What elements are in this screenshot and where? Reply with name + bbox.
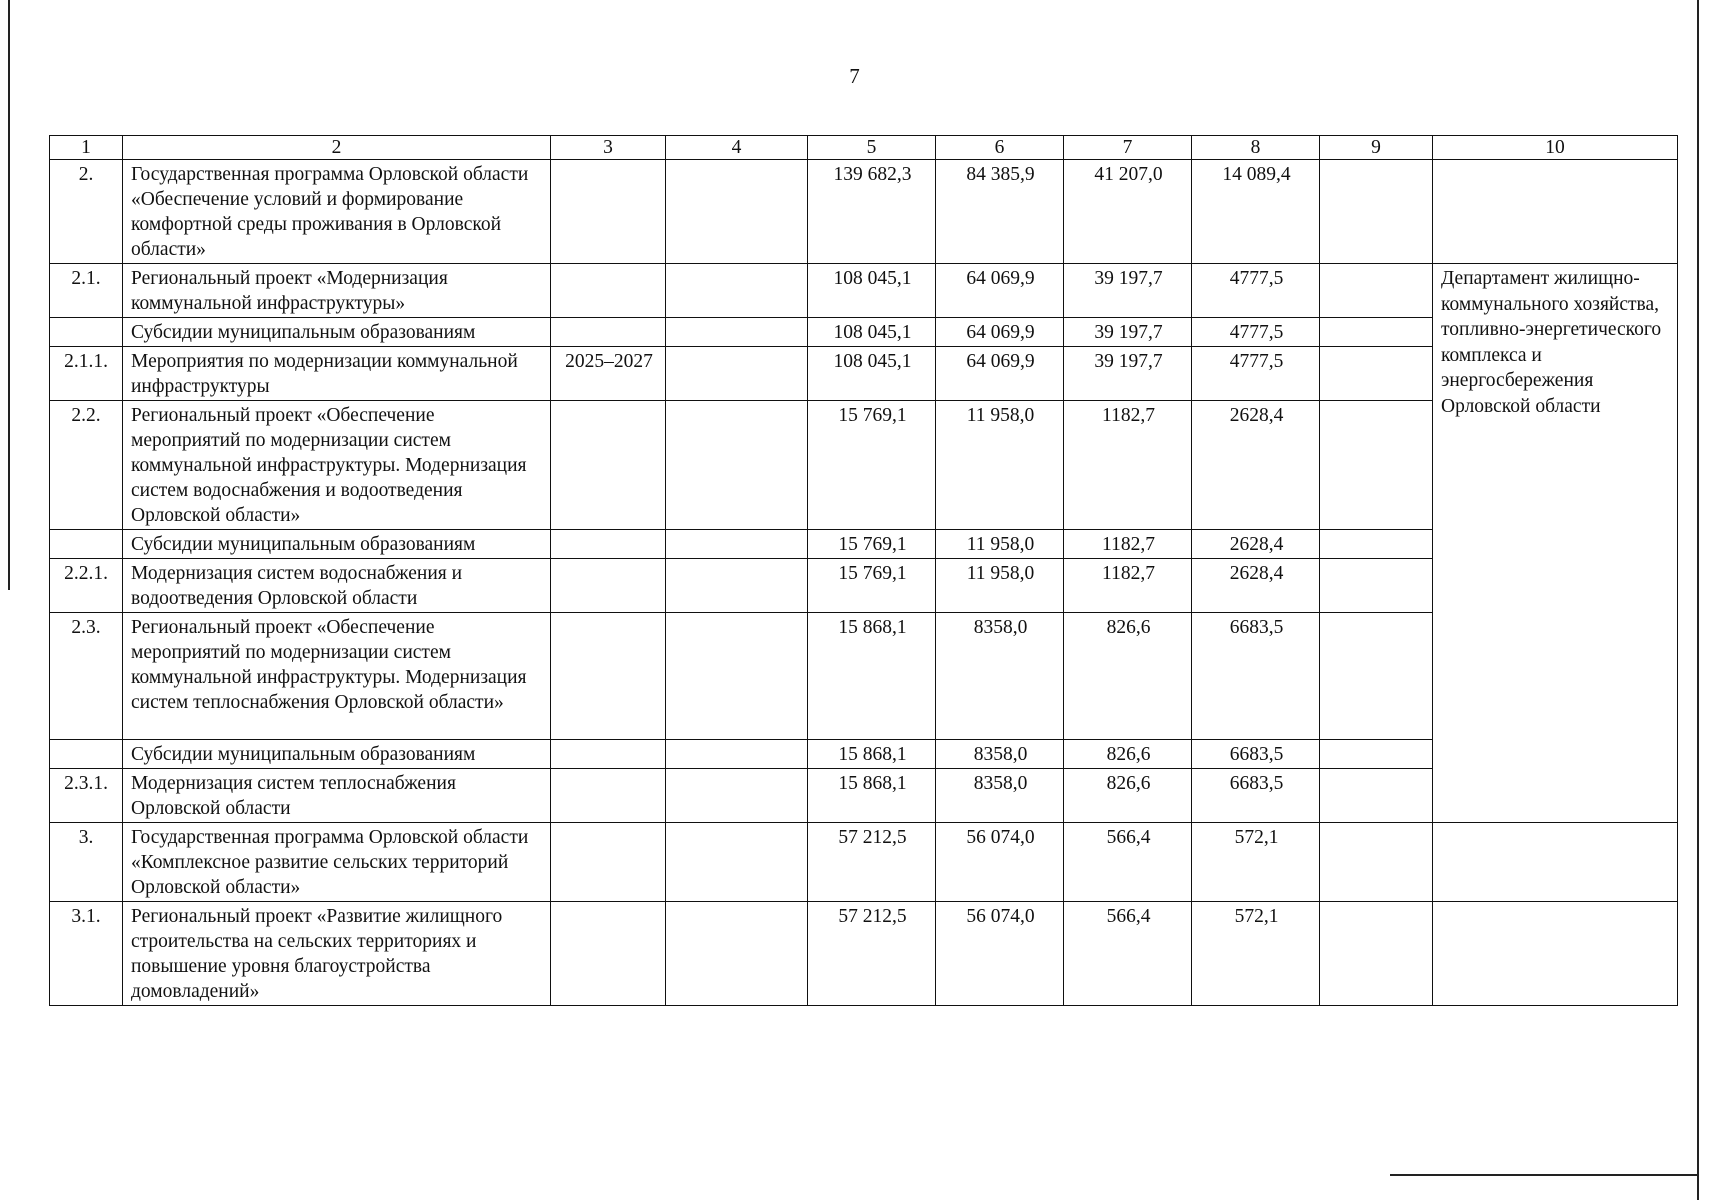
row-name: Региональный проект «Развитие жилищного строительства на сельских территориях и повышение уровня благоустройства домовладений» <box>123 902 551 1006</box>
row-col6: 11 958,0 <box>936 401 1064 530</box>
row-index: 3.1. <box>50 902 123 1006</box>
row-col9 <box>1320 902 1433 1006</box>
row-col6: 64 069,9 <box>936 318 1064 347</box>
row-name: Субсидии муниципальным образованиям <box>123 318 551 347</box>
header-cell: 2 <box>123 136 551 160</box>
row-col9 <box>1320 769 1433 823</box>
row-col7: 1182,7 <box>1064 401 1192 530</box>
row-index <box>50 740 123 769</box>
header-row <box>50 136 1678 160</box>
row-name: Модернизация систем водоснабжения и водоотведения Орловской области <box>123 559 551 613</box>
row-period <box>551 902 666 1006</box>
budget-table <box>49 135 1678 1006</box>
row-col4 <box>666 530 808 559</box>
row-col6: 64 069,9 <box>936 264 1064 318</box>
row-name: Государственная программа Орловской области «Обеспечение условий и формирование комфортной среды проживания в Орловской области» <box>123 160 551 264</box>
row-col6: 8358,0 <box>936 769 1064 823</box>
page-number: 7 <box>849 64 860 88</box>
row-col7: 39 197,7 <box>1064 264 1192 318</box>
row-period <box>551 823 666 902</box>
row-col7: 39 197,7 <box>1064 318 1192 347</box>
row-col4 <box>666 823 808 902</box>
row-period <box>551 530 666 559</box>
row-col4 <box>666 769 808 823</box>
row-col4 <box>666 347 808 401</box>
row-col4 <box>666 902 808 1006</box>
row-index: 2.1. <box>50 264 123 318</box>
row-name: Субсидии муниципальным образованиям <box>123 530 551 559</box>
row-col8: 572,1 <box>1192 823 1320 902</box>
scan-edge-right <box>1697 0 1699 1200</box>
header-cell: 10 <box>1433 136 1678 160</box>
row-name: Региональный проект «Обеспечение мероприятий по модернизации систем коммунальной инфраструктуры. Модернизация систем теплоснабжения Орловской области» <box>123 613 551 740</box>
row-col5: 15 769,1 <box>808 401 936 530</box>
row-col5: 57 212,5 <box>808 823 936 902</box>
row-col7: 826,6 <box>1064 613 1192 740</box>
row-name: Мероприятия по модернизации коммунальной инфраструктуры <box>123 347 551 401</box>
header-cell: 3 <box>551 136 666 160</box>
scan-edge-bottom <box>1390 1174 1699 1176</box>
row-col7: 826,6 <box>1064 740 1192 769</box>
row-col5: 15 769,1 <box>808 530 936 559</box>
row-name: Региональный проект «Модернизация коммунальной инфраструктуры» <box>123 264 551 318</box>
row-index: 2.3.1. <box>50 769 123 823</box>
row-period: 2025–2027 <box>551 347 666 401</box>
row-col10 <box>1433 823 1678 902</box>
row-index: 2.3. <box>50 613 123 740</box>
row-name: Модернизация систем теплоснабжения Орловской области <box>123 769 551 823</box>
header-cell: 4 <box>666 136 808 160</box>
row-col9 <box>1320 347 1433 401</box>
row-col10 <box>1433 160 1678 264</box>
row-index: 2.2. <box>50 401 123 530</box>
row-col9 <box>1320 740 1433 769</box>
row-col7: 1182,7 <box>1064 530 1192 559</box>
row-period <box>551 740 666 769</box>
row-col8: 2628,4 <box>1192 530 1320 559</box>
row-col5: 139 682,3 <box>808 160 936 264</box>
header-cell: 8 <box>1192 136 1320 160</box>
row-col6: 11 958,0 <box>936 559 1064 613</box>
row-col4 <box>666 160 808 264</box>
row-name: Региональный проект «Обеспечение мероприятий по модернизации систем коммунальной инфраструктуры. Модернизация систем водоснабжения и водоотведения Орловской области» <box>123 401 551 530</box>
row-col7: 566,4 <box>1064 823 1192 902</box>
row-col7: 1182,7 <box>1064 559 1192 613</box>
row-col6: 56 074,0 <box>936 823 1064 902</box>
row-col7: 826,6 <box>1064 769 1192 823</box>
row-period <box>551 318 666 347</box>
row-col8: 4777,5 <box>1192 264 1320 318</box>
row-col9 <box>1320 318 1433 347</box>
row-col9 <box>1320 823 1433 902</box>
row-index <box>50 318 123 347</box>
row-col9 <box>1320 530 1433 559</box>
table-row <box>50 264 1678 318</box>
row-col9 <box>1320 160 1433 264</box>
row-col6: 56 074,0 <box>936 902 1064 1006</box>
row-col4 <box>666 401 808 530</box>
row-col6: 8358,0 <box>936 740 1064 769</box>
row-col8: 6683,5 <box>1192 613 1320 740</box>
table-row <box>50 902 1678 1006</box>
row-col7: 39 197,7 <box>1064 347 1192 401</box>
row-col5: 15 868,1 <box>808 613 936 740</box>
row-col5: 108 045,1 <box>808 347 936 401</box>
row-index: 2.2.1. <box>50 559 123 613</box>
table-row <box>50 160 1678 264</box>
row-name: Субсидии муниципальным образованиям <box>123 740 551 769</box>
header-cell: 7 <box>1064 136 1192 160</box>
header-cell: 6 <box>936 136 1064 160</box>
row-period <box>551 559 666 613</box>
row-col10 <box>1433 902 1678 1006</box>
row-period <box>551 769 666 823</box>
row-col5: 15 769,1 <box>808 559 936 613</box>
row-index: 2.1.1. <box>50 347 123 401</box>
row-col8: 6683,5 <box>1192 769 1320 823</box>
row-col5: 57 212,5 <box>808 902 936 1006</box>
row-col5: 108 045,1 <box>808 318 936 347</box>
row-col5: 108 045,1 <box>808 264 936 318</box>
row-period <box>551 160 666 264</box>
table-row <box>50 823 1678 902</box>
row-name: Государственная программа Орловской области «Комплексное развитие сельских территорий Орловской области» <box>123 823 551 902</box>
row-col8: 2628,4 <box>1192 559 1320 613</box>
row-col4 <box>666 318 808 347</box>
header-cell: 1 <box>50 136 123 160</box>
row-col8: 572,1 <box>1192 902 1320 1006</box>
row-index: 2. <box>50 160 123 264</box>
row-col8: 14 089,4 <box>1192 160 1320 264</box>
row-col6: 11 958,0 <box>936 530 1064 559</box>
row-col5: 15 868,1 <box>808 769 936 823</box>
row-col6: 84 385,9 <box>936 160 1064 264</box>
row-col4 <box>666 613 808 740</box>
header-cell: 9 <box>1320 136 1433 160</box>
responsible-department: Департамент жилищно-коммунального хозяйства, топливно-энергетического комплекса и энергосбережения Орловской области <box>1433 264 1678 823</box>
row-period <box>551 401 666 530</box>
row-col9 <box>1320 559 1433 613</box>
header-cell: 5 <box>808 136 936 160</box>
row-col4 <box>666 559 808 613</box>
row-index: 3. <box>50 823 123 902</box>
row-col5: 15 868,1 <box>808 740 936 769</box>
row-period <box>551 613 666 740</box>
row-col9 <box>1320 264 1433 318</box>
row-col7: 566,4 <box>1064 902 1192 1006</box>
row-col4 <box>666 740 808 769</box>
row-col8: 4777,5 <box>1192 347 1320 401</box>
row-col8: 6683,5 <box>1192 740 1320 769</box>
row-period <box>551 264 666 318</box>
row-col8: 2628,4 <box>1192 401 1320 530</box>
row-col9 <box>1320 613 1433 740</box>
row-index <box>50 530 123 559</box>
row-col8: 4777,5 <box>1192 318 1320 347</box>
row-col6: 64 069,9 <box>936 347 1064 401</box>
row-col4 <box>666 264 808 318</box>
row-col9 <box>1320 401 1433 530</box>
row-col7: 41 207,0 <box>1064 160 1192 264</box>
row-col6: 8358,0 <box>936 613 1064 740</box>
